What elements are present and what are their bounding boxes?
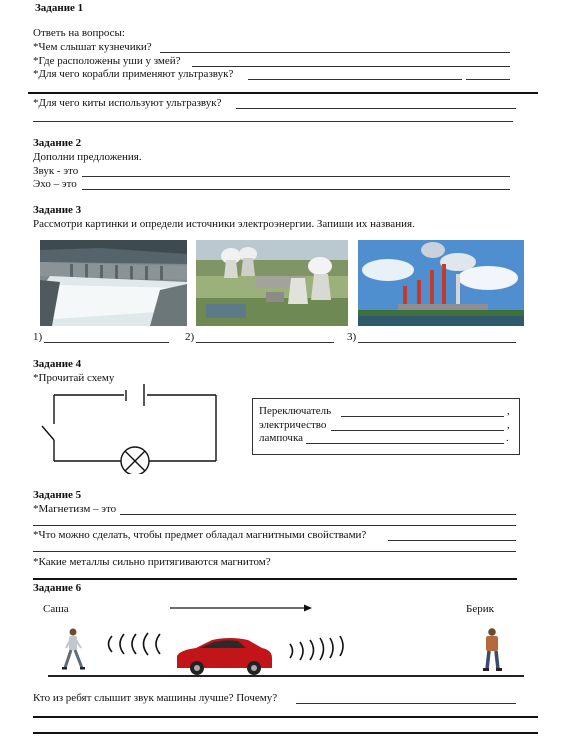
task6-title: Задание 6 — [33, 582, 82, 594]
sound-scene — [40, 598, 530, 680]
task1-question-4: *Для чего киты используют ультразвук? — [33, 97, 222, 109]
answer-line[interactable] — [248, 79, 462, 80]
answer-line[interactable] — [33, 525, 516, 526]
answer-line[interactable] — [33, 121, 513, 122]
legend-comma: , — [507, 405, 510, 417]
task1-title: Задание 1 — [35, 2, 84, 14]
legend-dot: . — [506, 432, 509, 444]
answer-line[interactable] — [44, 342, 169, 343]
task5-question-3: *Какие металлы сильно притягиваются магнитом? — [33, 556, 271, 568]
task4-title: Задание 4 — [33, 358, 82, 370]
answer-line[interactable] — [331, 430, 504, 431]
answer-line[interactable] — [236, 108, 516, 109]
red-car-icon — [177, 638, 272, 675]
sound-waves-left-icon — [109, 633, 161, 655]
task2-sentence-1: Звук - это — [33, 165, 79, 177]
answer-line[interactable] — [306, 443, 504, 444]
legend-comma: , — [507, 419, 510, 431]
name-sasha: Саша — [43, 603, 69, 615]
name-berik: Берик — [466, 603, 494, 615]
answer-line[interactable] — [82, 176, 510, 177]
standing-boy-icon — [483, 628, 502, 671]
task4-instruction: *Прочитай схему — [33, 372, 115, 384]
task3-label-3: 3) — [347, 331, 357, 343]
answer-line[interactable] — [358, 342, 516, 343]
task2-instruction: Дополни предложения. — [33, 151, 142, 163]
sound-waves-right-icon — [290, 636, 343, 660]
walking-boy-icon — [62, 629, 85, 670]
task2-sentence-2: Эхо – это — [33, 178, 77, 190]
task2-title: Задание 2 — [33, 137, 82, 149]
answer-line[interactable] — [341, 416, 504, 417]
answer-line[interactable] — [33, 716, 538, 718]
task5-title: Задание 5 — [33, 489, 82, 501]
answer-line[interactable] — [82, 189, 510, 190]
divider — [28, 92, 538, 94]
answer-line[interactable] — [388, 540, 516, 541]
hydro-dam-photo — [40, 240, 187, 326]
task1-question-2: *Где расположены уши у змей? — [33, 55, 181, 67]
task1-instruction: Ответь на вопросы: — [33, 27, 125, 39]
nuclear-plant-photo — [196, 240, 348, 326]
task3-label-1: 1) — [33, 331, 43, 343]
circuit-diagram — [34, 384, 224, 474]
legend-switch: Переключатель — [259, 405, 332, 417]
task3-title: Задание 3 — [33, 204, 82, 216]
answer-line[interactable] — [296, 703, 516, 704]
task1-question-1: *Чем слышат кузнечики? — [33, 41, 152, 53]
task6-question: Кто из ребят слышит звук машины лучше? Почему? — [33, 692, 278, 704]
thermal-plant-photo — [358, 240, 524, 326]
answer-line[interactable] — [160, 52, 510, 53]
task1-question-3: *Для чего корабли применяют ультразвук? — [33, 68, 234, 80]
answer-line[interactable] — [33, 578, 517, 580]
answer-line[interactable] — [33, 551, 516, 552]
legend-electricity: электричество — [259, 419, 327, 431]
answer-line[interactable] — [33, 732, 538, 734]
task5-question-2: *Что можно сделать, чтобы предмет обладал магнитными свойствами? — [33, 529, 367, 541]
answer-line[interactable] — [196, 342, 334, 343]
task5-question-1: *Магнетизм – это — [33, 503, 117, 515]
answer-line[interactable] — [192, 66, 510, 67]
legend-lamp: лампочка — [259, 432, 304, 444]
answer-line[interactable] — [466, 79, 510, 80]
task3-instruction: Рассмотри картинки и определи источники электроэнергии. Запиши их названия. — [33, 218, 415, 230]
task3-label-2: 2) — [185, 331, 195, 343]
answer-line[interactable] — [120, 514, 516, 515]
